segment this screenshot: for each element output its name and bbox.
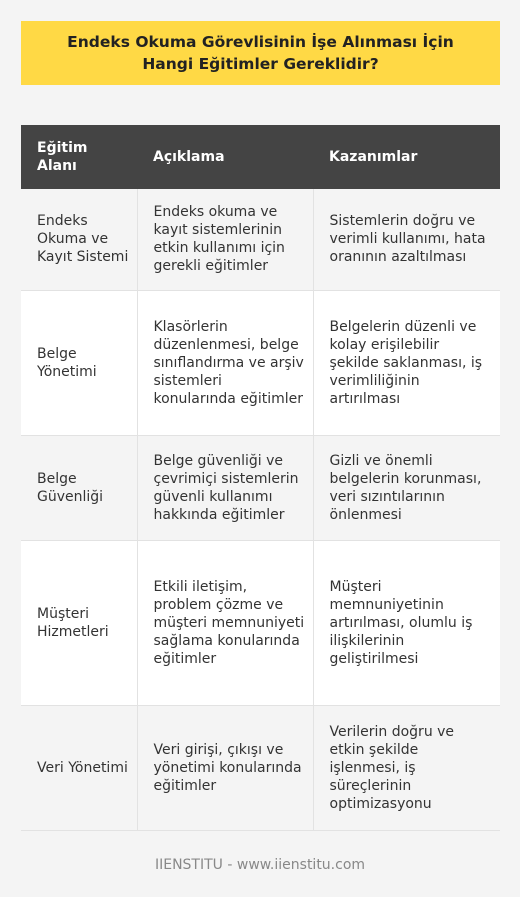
cell-description: Veri girişi, çıkışı ve yönetimi konularında eğitimler	[137, 705, 313, 830]
cell-training-area: Müşteri Hizmetleri	[21, 540, 137, 705]
cell-gains: Sistemlerin doğru ve verimli kullanımı, hata oranının azaltılması	[313, 189, 500, 290]
cell-gains: Müşteri memnuniyetinin artırılması, olumlu iş ilişkilerinin geliştirilmesi	[313, 540, 500, 705]
title-banner	[21, 21, 500, 85]
cell-gains: Verilerin doğru ve etkin şekilde işlenmesi, iş süreçlerinin optimizasyonu	[313, 705, 500, 830]
cell-description: Etkili iletişim, problem çözme ve müşteri memnuniyeti sağlama konularında eğitimler	[137, 540, 313, 705]
cell-training-area: Veri Yönetimi	[21, 705, 137, 830]
page-title: Endeks Okuma Görevlisinin İşe Alınması İçin Hangi Eğitimler Gereklidir?	[67, 33, 454, 73]
table-row	[21, 435, 500, 540]
training-table	[21, 125, 500, 831]
header-description: Açıklama	[137, 125, 313, 189]
table-row	[21, 705, 500, 830]
footer-credit: IIENSTITU - www.iienstitu.com	[154, 857, 366, 873]
table-header-row	[21, 125, 500, 189]
cell-description: Belge güvenliği ve çevrimiçi sistemlerin güvenli kullanımı hakkında eğitimler	[137, 435, 313, 540]
cell-description: Endeks okuma ve kayıt sistemlerinin etkin kullanımı için gerekli eğitimler	[137, 189, 313, 290]
table-row	[21, 189, 500, 290]
table-row	[21, 290, 500, 435]
cell-training-area: Belge Güvenliği	[21, 435, 137, 540]
cell-gains: Belgelerin düzenli ve kolay erişilebilir şekilde saklanması, iş verimliliğinin artırılması	[313, 290, 500, 435]
cell-description: Klasörlerin düzenlenmesi, belge sınıflandırma ve arşiv sistemleri konularında eğitimler	[137, 290, 313, 435]
cell-training-area: Endeks Okuma ve Kayıt Sistemi	[21, 189, 137, 290]
cell-gains: Gizli ve önemli belgelerin korunması, veri sızıntılarının önlenmesi	[313, 435, 500, 540]
table-row	[21, 540, 500, 705]
header-training-area: Eğitim Alanı	[21, 125, 137, 189]
header-gains: Kazanımlar	[313, 125, 500, 189]
cell-training-area: Belge Yönetimi	[21, 290, 137, 435]
